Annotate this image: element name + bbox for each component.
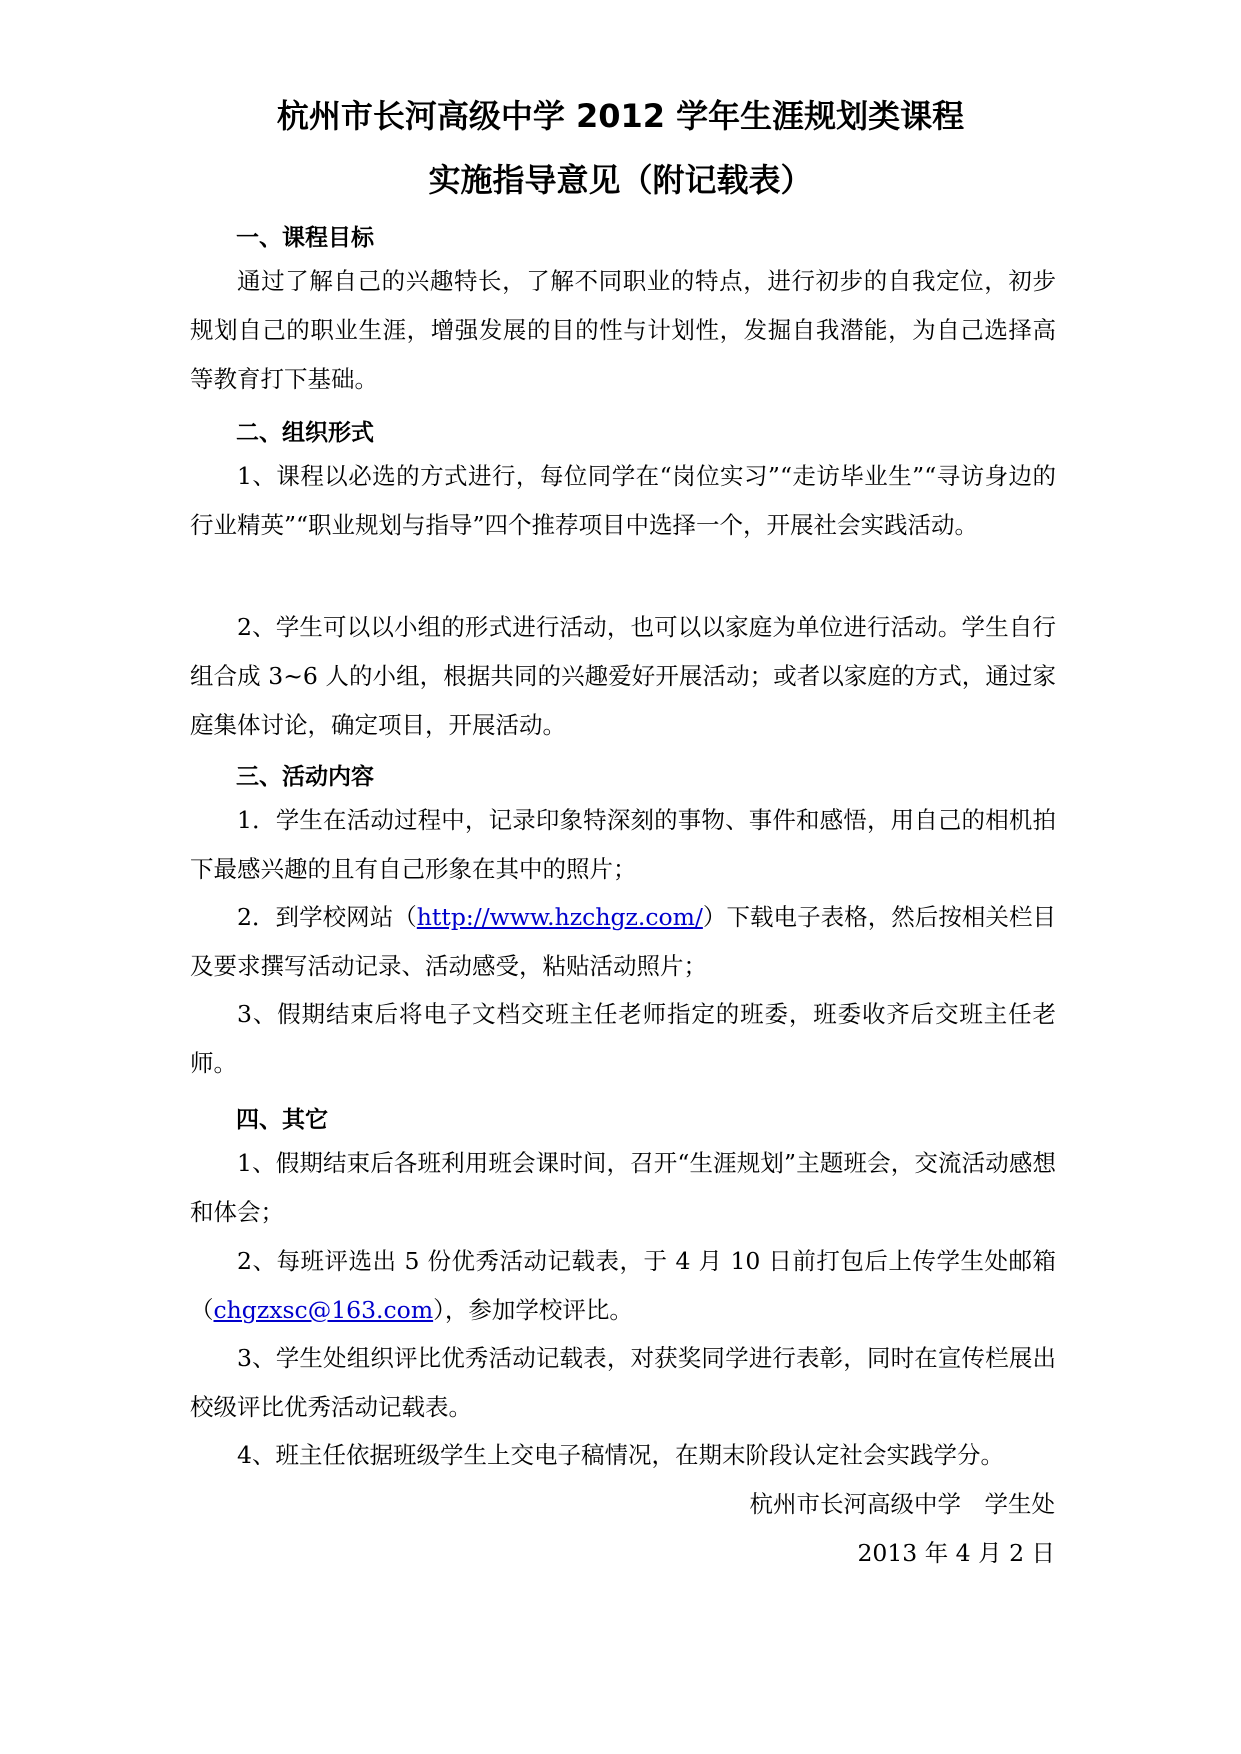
paragraph-course-goal: 通过了解自己的兴趣特长，了解不同职业的特点，进行初步的自我定位，初步规划自己的职业生涯，增强发展的目的性与计划性，发掘自我潜能，为自己选择高等教育打下基础。 xyxy=(190,267,1056,393)
paragraph-organization-2: 2、学生可以以小组的形式进行活动，也可以以家庭为单位进行活动。学生自行组合成 3~6 人的小组，根据共同的兴趣爱好开展活动；或者以家庭的方式，通过家庭集体讨论，确定项目，开展活动。 xyxy=(190,613,1056,739)
paragraph-activity-2-tail: ）下载电子表格，然后按相关栏目及要求撰写活动记录、活动感受，粘贴活动照片； xyxy=(190,903,1057,980)
paragraph-other-1: 1、假期结束后各班利用班会课时间，召开“生涯规划”主题班会，交流活动感想和体会； xyxy=(190,1149,1056,1226)
paragraph-activity-3: 3、假期结束后将电子文档交班主任老师指定的班委，班委收齐后交班主任老师。 xyxy=(190,1000,1056,1077)
paragraph-other-2-tail: ），参加学校评比。 xyxy=(433,1296,633,1324)
document-title-line1: 杭州市长河高级中学 2012 学年生涯规划类课程 xyxy=(276,97,965,135)
paragraph-organization-1: 1、课程以必选的方式进行，每位同学在“岗位实习”“走访毕业生”“寻访身边的行业精英”“职业规划与指导”四个推荐项目中选择一个，开展社会实践活动。 xyxy=(190,462,1056,539)
paragraph-other-2 xyxy=(190,1237,1056,1335)
paragraph-other-3: 3、学生处组织评比优秀活动记载表，对获奖同学进行表彰，同时在宣传栏展出校级评比优秀活动记载表。 xyxy=(190,1344,1056,1421)
paragraph-activity-2 xyxy=(190,893,1056,991)
paragraph-other-2-lead: 2、每班评选出 5 份优秀活动记载表，于 4 月 10 日前打包后上传学生处邮箱（ xyxy=(190,1247,1056,1324)
section-heading-organization: 二、组织形式 xyxy=(236,420,374,446)
paragraph-activity-1: 1．学生在活动过程中，记录印象特深刻的事物、事件和感悟，用自己的相机拍下最感兴趣的且有自己形象在其中的照片； xyxy=(190,806,1056,883)
signature-organization: 杭州市长河高级中学 学生处 xyxy=(749,1490,1055,1518)
school-website-link[interactable]: http://www.hzchgz.com/ xyxy=(416,903,703,931)
email-link[interactable]: chgzxsc@163.com xyxy=(213,1296,434,1324)
section-heading-other: 四、其它 xyxy=(236,1107,328,1133)
section-heading-course-goal: 一、课程目标 xyxy=(236,225,374,251)
section-heading-activity-content: 三、活动内容 xyxy=(236,764,374,790)
paragraph-activity-2-lead: 2．到学校网站（ xyxy=(237,903,417,931)
signature-date: 2013 年 4 月 2 日 xyxy=(857,1539,1055,1567)
paragraph-other-4: 4、班主任依据班级学生上交电子稿情况，在期末阶段认定社会实践学分。 xyxy=(237,1441,1004,1469)
document-title-line2: 实施指导意见（附记载表） xyxy=(428,161,813,199)
